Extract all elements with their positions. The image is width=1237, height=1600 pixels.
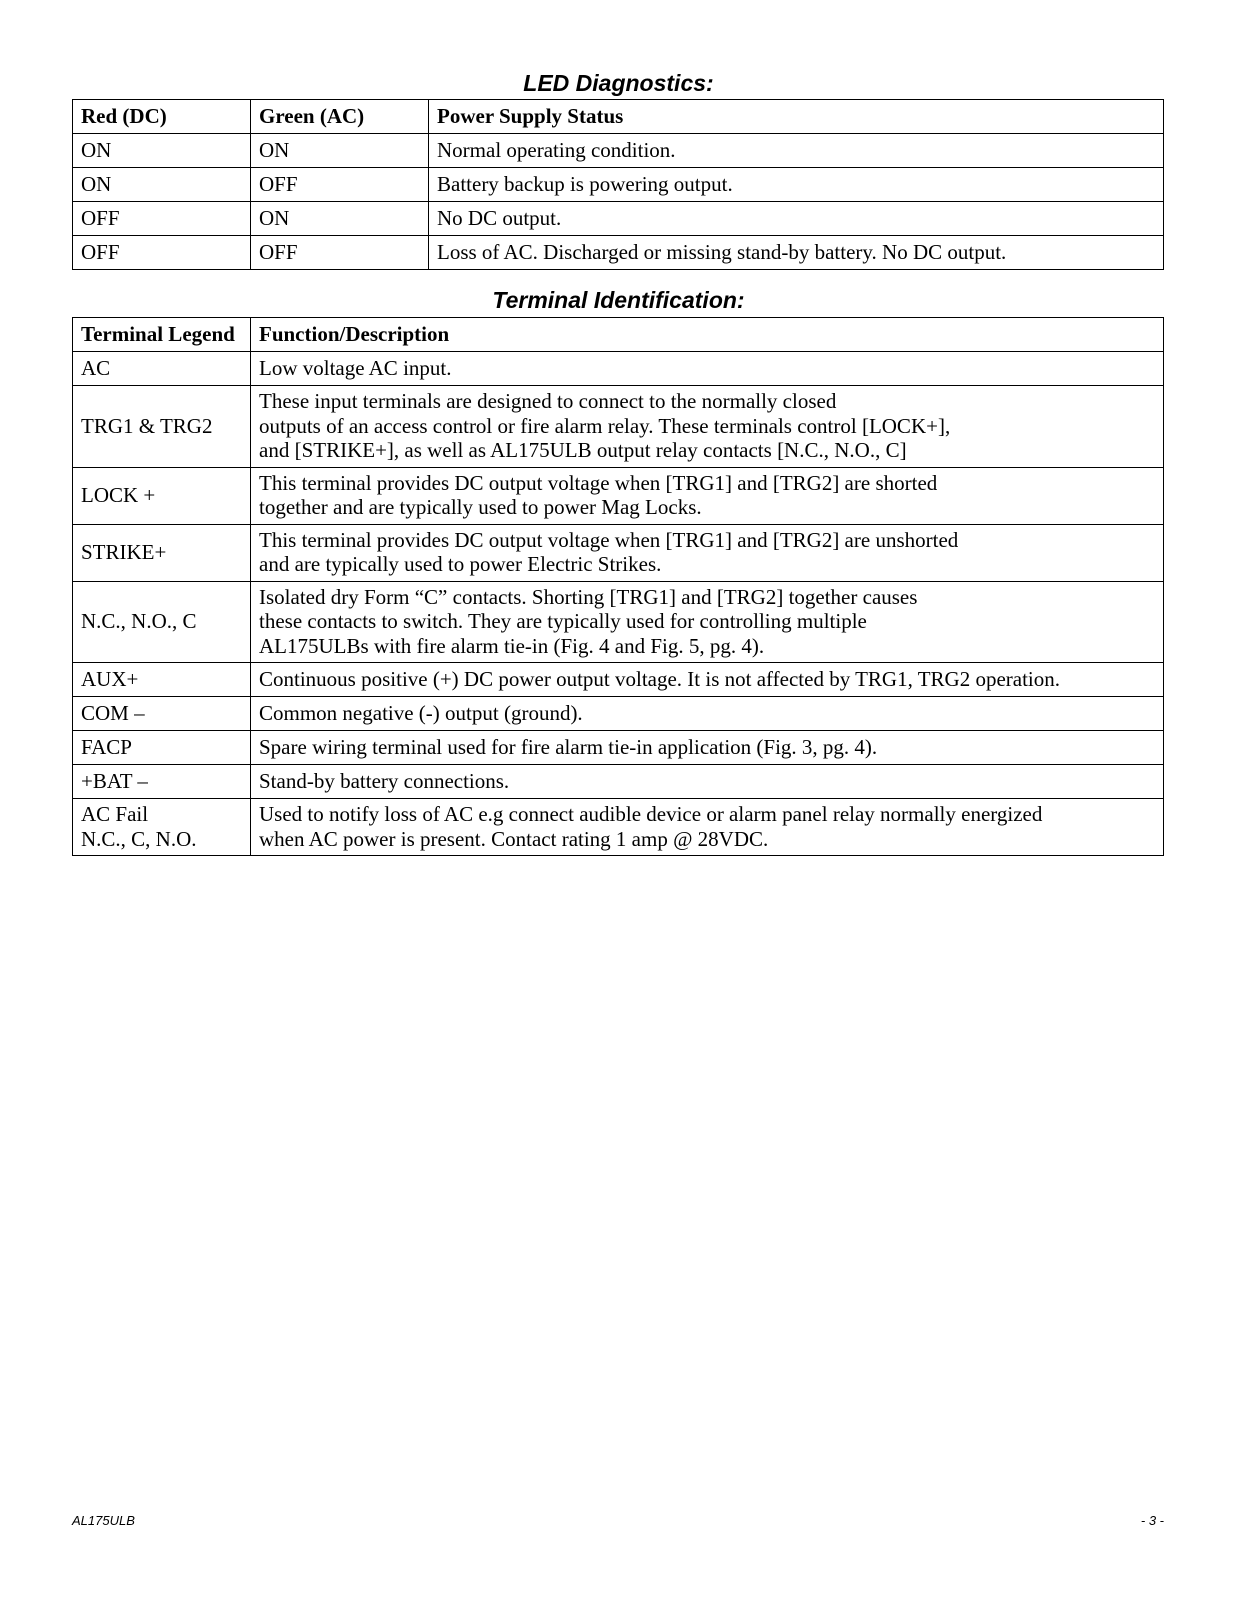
terminal-table-body [73, 352, 1164, 856]
red-led-state: ON [73, 168, 251, 202]
terminal-identification-table [72, 317, 1164, 856]
terminal-identification-title: Terminal Identification: [492, 287, 745, 313]
red-led-state: OFF [73, 202, 251, 236]
terminal-legend [73, 765, 251, 799]
terminal-description [251, 524, 1164, 581]
column-header-green: Green (AC) [251, 100, 429, 134]
footer-model: AL175ULB [72, 1513, 135, 1528]
terminal-description-line: these contacts to switch. They are typically used for controlling multiple [259, 609, 867, 633]
terminal-legend [73, 799, 251, 856]
terminal-description-line: Low voltage AC input. [259, 355, 452, 380]
table-row [73, 134, 1164, 168]
table-row [73, 202, 1164, 236]
red-led-state: ON [73, 134, 251, 168]
table-row [73, 168, 1164, 202]
led-diagnostics-title: LED Diagnostics: [523, 70, 714, 96]
terminal-description-line: These input terminals are designed to connect to the normally closed [259, 389, 837, 413]
terminal-legend-line: AC [81, 355, 111, 380]
terminal-description-line: This terminal provides DC output voltage when [TRG1] and [TRG2] are shorted [259, 470, 938, 495]
terminal-description-line: and [STRIKE+], as well as AL175ULB output relay contacts [N.C., N.O., C] [259, 438, 907, 462]
terminal-legend-line: AUX+ [81, 666, 139, 691]
terminal-legend [73, 352, 251, 386]
terminal-legend [73, 581, 251, 663]
column-header-function: Function/Description [251, 318, 1164, 352]
terminal-description-line: Used to notify loss of AC e.g connect audible device or alarm panel relay normally energized [259, 802, 1043, 826]
table-row [73, 765, 1164, 799]
table-row [73, 236, 1164, 270]
table-row [73, 467, 1164, 524]
terminal-description-line: Common negative (-) output (ground). [259, 700, 583, 725]
table-row [73, 799, 1164, 856]
table-header-row [73, 100, 1164, 134]
terminal-legend-line: +BAT – [81, 768, 148, 793]
terminal-legend-line: LOCK + [81, 482, 156, 507]
terminal-description-line: Stand-by battery connections. [259, 768, 510, 793]
terminal-legend [73, 697, 251, 731]
terminal-legend [73, 524, 251, 581]
green-led-state: OFF [251, 236, 429, 270]
terminal-description-line: This terminal provides DC output voltage when [TRG1] and [TRG2] are unshorted [259, 527, 959, 552]
power-supply-status: No DC output. [429, 202, 1164, 236]
terminal-description [251, 799, 1164, 856]
table-header-row [73, 318, 1164, 352]
terminal-legend-line: FACP [81, 734, 132, 759]
terminal-description [251, 581, 1164, 663]
column-header-legend: Terminal Legend [73, 318, 251, 352]
terminal-legend [73, 467, 251, 524]
terminal-legend-line: STRIKE+ [81, 539, 167, 564]
terminal-description [251, 697, 1164, 731]
terminal-legend [73, 663, 251, 697]
green-led-state: ON [251, 134, 429, 168]
terminal-legend-line: COM – [81, 700, 145, 725]
green-led-state: ON [251, 202, 429, 236]
column-header-red: Red (DC) [73, 100, 251, 134]
power-supply-status: Normal operating condition. [429, 134, 1164, 168]
terminal-description [251, 731, 1164, 765]
power-supply-status: Loss of AC. Discharged or missing stand-by battery. No DC output. [429, 236, 1164, 270]
power-supply-status: Battery backup is powering output. [429, 168, 1164, 202]
terminal-description [251, 467, 1164, 524]
terminal-description-line: Isolated dry Form “C” contacts. Shorting [TRG1] and [TRG2] together causes [259, 584, 918, 609]
terminal-description [251, 663, 1164, 697]
table-row [73, 352, 1164, 386]
terminal-legend-line: TRG1 & TRG2 [81, 413, 213, 438]
table-row [73, 663, 1164, 697]
table-row [73, 524, 1164, 581]
table-row [73, 386, 1164, 468]
terminal-description [251, 765, 1164, 799]
terminal-description-line: and are typically used to power Electric Strikes. [259, 552, 662, 576]
terminal-description-line: AL175ULBs with fire alarm tie-in (Fig. 4 and Fig. 5, pg. 4). [259, 633, 765, 658]
table-row [73, 731, 1164, 765]
terminal-description [251, 386, 1164, 468]
terminal-legend [73, 386, 251, 468]
footer-page-number: - 3 - [1140, 1513, 1164, 1528]
terminal-description-line: when AC power is present. Contact rating 1 amp @ 28VDC. [259, 826, 769, 851]
terminal-description-line: Continuous positive (+) DC power output voltage. It is not affected by TRG1, TRG2 operation. [259, 666, 1060, 691]
terminal-legend [73, 731, 251, 765]
table-row [73, 697, 1164, 731]
terminal-legend-line: N.C., N.O., C [81, 609, 197, 633]
terminal-description-line: together and are typically used to power Mag Locks. [259, 495, 702, 519]
terminal-description-line: outputs of an access control or fire alarm relay. These terminals control [LOCK+], [259, 413, 951, 438]
terminal-description-line: Spare wiring terminal used for fire alarm tie-in application (Fig. 3, pg. 4). [259, 734, 878, 759]
red-led-state: OFF [73, 236, 251, 270]
column-header-status: Power Supply Status [429, 100, 1164, 134]
table-row [73, 581, 1164, 663]
green-led-state: OFF [251, 168, 429, 202]
led-diagnostics-table [72, 99, 1164, 270]
terminal-description [251, 352, 1164, 386]
terminal-legend-line: AC Fail [81, 802, 149, 826]
terminal-legend-line: N.C., C, N.O. [81, 826, 197, 851]
